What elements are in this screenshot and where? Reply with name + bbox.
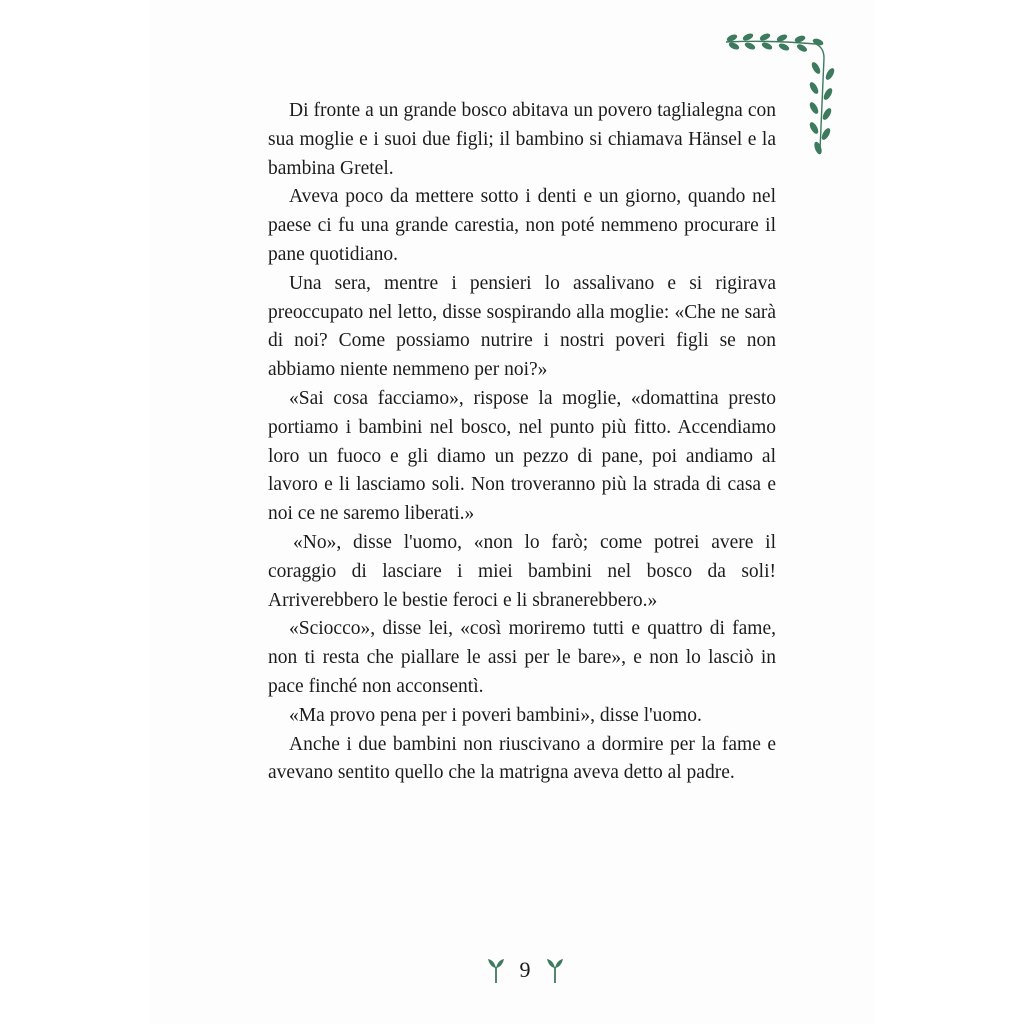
paragraph-4: «Sai cosa facciamo», rispose la moglie, «domattina presto portiamo i bambini nel bosco, nel punto più fitto. Accendiamo loro un fuoco e gli diamo un pezzo di pane, poi andiamo al lavoro e li lasciamo soli. Non troveranno più la strada di casa e noi ce ne saremo liberati.» bbox=[268, 387, 776, 525]
paragraph-5: «No», disse l'uomo, «non lo farò; come potrei avere il coraggio di lasciare i miei bambini nel bosco da soli! Arriverebbero le bestie feroci e li sbranerebbero.» bbox=[268, 531, 776, 611]
story-text bbox=[268, 97, 776, 788]
page-footer bbox=[480, 950, 570, 990]
paragraph-7: «Ma provo pena per i poveri bambini», disse l'uomo. bbox=[289, 704, 702, 726]
paragraph-8: Anche i due bambini non riuscivano a dormire per la fame e avevano sentito quello che la matrigna aveva detto al padre. bbox=[268, 733, 776, 784]
sprout-icon bbox=[486, 955, 506, 985]
sprout-icon bbox=[545, 955, 565, 985]
paragraph-1: Di fronte a un grande bosco abitava un povero taglialegna con sua moglie e i suoi due figli; il bambino si chiamava Hänsel e la bambina Gretel. bbox=[268, 100, 776, 179]
paragraph-3: Una sera, mentre i pensieri lo assalivano e si rigirava preoccupato nel letto, disse sospirando alla moglie: «Che ne sarà di noi? Come possiamo nutrire i nostri poveri figli se non abbiamo niente nemmeno per noi?» bbox=[268, 272, 776, 381]
paragraph-6: «Sciocco», disse lei, «così moriremo tutti e quattro di fame, non ti resta che piallare le assi per le bare», e non lo lasciò in pace finché non acconsentì. bbox=[268, 618, 776, 697]
paragraph-2: Aveva poco da mettere sotto i denti e un giorno, quando nel paese ci fu una grande carestia, non poté nemmeno procurare il pane quotidiano. bbox=[268, 186, 776, 265]
page-number: 9 bbox=[519, 957, 531, 982]
